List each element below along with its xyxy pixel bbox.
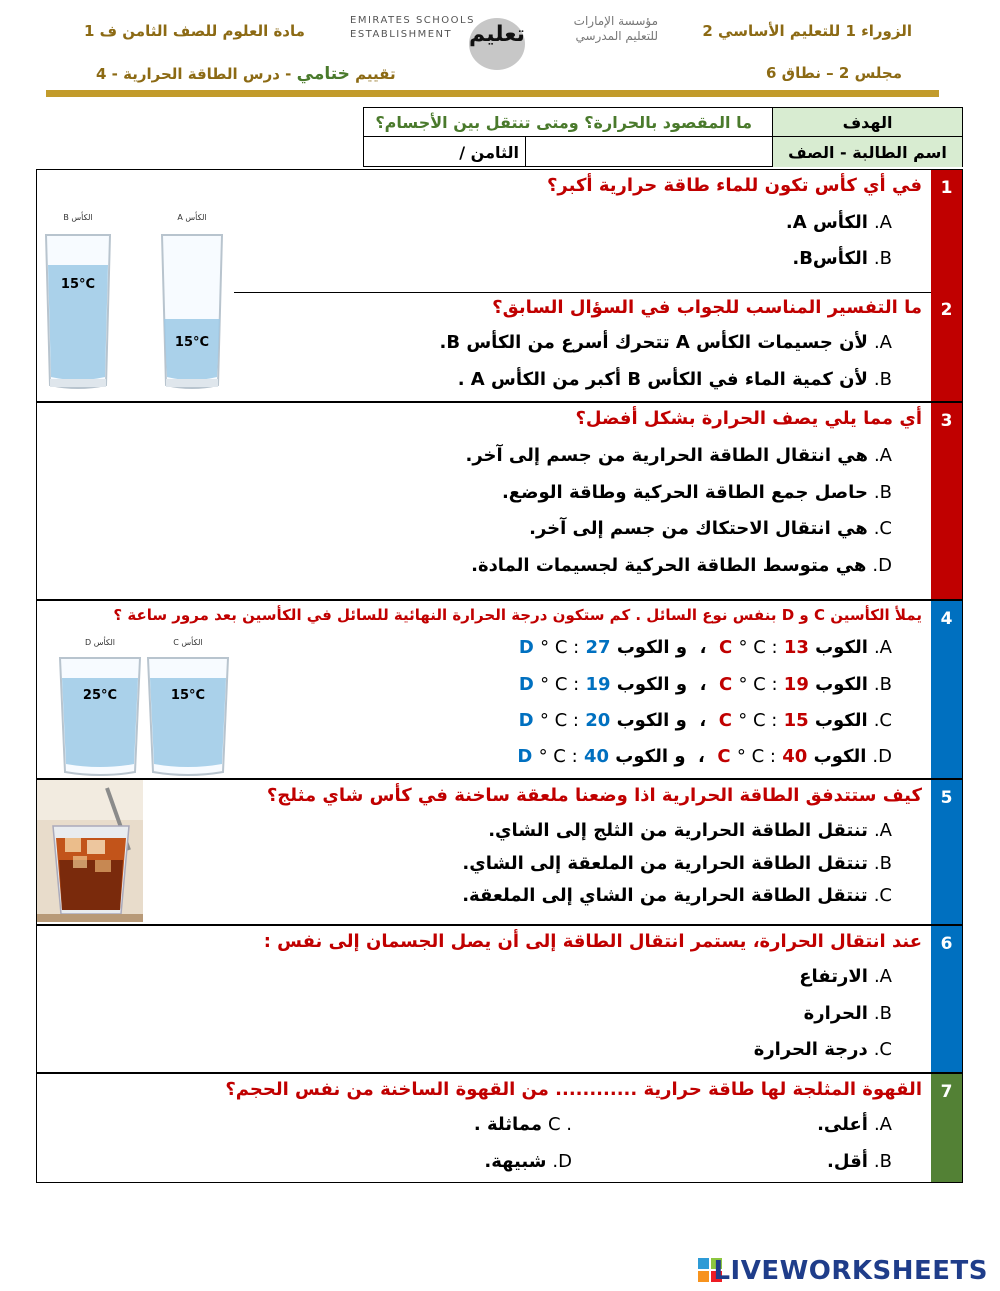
option-b[interactable]: .Bالحرارة	[803, 1003, 892, 1024]
question-5	[36, 779, 963, 925]
full-glass-icon	[146, 652, 230, 778]
question-text: عند انتقال الحرارة، يستمر انتقال الطاقة إلى أن يصل الجسمان إلى نفس :	[263, 931, 922, 952]
glass-temp: 25°C	[82, 688, 118, 703]
question-text: ما التفسير المناسب للجواب في السؤال السابق؟	[492, 297, 922, 318]
option-c[interactable]: .Cدرجة الحرارة	[753, 1039, 892, 1060]
question-text: كيف ستتدفق الطاقة الحرارية اذا وضعنا ملعقة ساخنة في كأس شاي مثلج؟	[266, 785, 922, 806]
glass-temp: 15°C	[60, 277, 96, 292]
question-3	[36, 402, 963, 600]
student-row	[364, 137, 962, 167]
option-b[interactable]: .Bالكوب C ° C : 19 ، و الكوب D ° C : 19	[518, 674, 892, 695]
header-divider	[46, 90, 939, 97]
question-text: يملأ الكأسين C و D بنفس نوع السائل . كم ستكون درجة الحرارة النهائية للسائل في الكأسين بعد مرور ساعة ؟	[113, 606, 922, 624]
option-b[interactable]: .BالكأسB.	[792, 248, 892, 269]
goal-text: ما المقصود بالحرارة؟ ومتى تنتقل بين الأجسام؟	[375, 112, 752, 132]
option-d[interactable]: .Dشبيهة.	[484, 1151, 572, 1172]
question-6	[36, 925, 963, 1073]
question-number: 4	[931, 601, 962, 778]
option-a[interactable]: .Aلأن جسيمات الكأس A تتحرك أسرع من الكأس B.	[439, 332, 892, 353]
glass-label: الكأس A	[177, 213, 207, 222]
glass-label: الكأس D	[85, 638, 115, 647]
option-a[interactable]: .Aالكأس A.	[785, 212, 892, 233]
glass-d	[58, 638, 142, 778]
council-zone: مجلس 2 – نطاق 6	[766, 64, 902, 82]
option-b[interactable]: .Bتنتقل الطاقة الحرارية من الملعقة إلى الشاي.	[462, 853, 892, 874]
school-name: الزوراء 1 للتعليم الأساسي 2	[702, 22, 912, 40]
option-b[interactable]: .Bلأن كمية الماء في الكأس B أكبر من الكأس A .	[457, 369, 892, 390]
full-glass-icon	[44, 227, 112, 391]
option-a[interactable]: .Aأعلى.	[817, 1114, 892, 1135]
glass-label: الكأس B	[63, 213, 93, 222]
question-number: 2	[931, 292, 962, 401]
question-number: 6	[931, 926, 962, 1072]
option-b[interactable]: .Bحاصل جمع الطاقة الحركية وطاقة الوضع.	[501, 482, 892, 503]
objective-table	[363, 107, 963, 167]
establishment-english: EMIRATES SCHOOLS ESTABLISHMENT	[350, 15, 475, 40]
option-a[interactable]: .Aهي انتقال الطاقة الحرارية من جسم إلى آخر.	[465, 445, 892, 466]
option-a[interactable]: .Aتنتقل الطاقة الحرارية من الثلج إلى الشاي.	[488, 820, 892, 841]
glass-label: الكأس C	[173, 638, 203, 647]
option-c[interactable]: .Cهي انتقال الاحتكاك من جسم إلى آخر.	[529, 518, 892, 539]
option-c[interactable]: .Cالكوب C ° C : 15 ، و الكوب D ° C : 20	[518, 710, 892, 731]
question-text: أي مما يلي يصف الحرارة بشكل أفضل؟	[575, 408, 922, 429]
question-number: 7	[931, 1074, 962, 1182]
question-7	[36, 1073, 963, 1183]
glass-temp: 15°C	[170, 688, 206, 703]
goal-label: الهدف	[772, 108, 962, 136]
option-d[interactable]: .Dهي متوسط الطاقة الحركية لجسيمات المادة.	[471, 555, 892, 576]
goal-row	[364, 108, 962, 137]
option-b[interactable]: .Bأقل.	[827, 1151, 892, 1172]
question-text: في أي كأس تكون للماء طاقة حرارية أكبر؟	[546, 175, 922, 196]
option-c[interactable]: .Cتنتقل الطاقة الحرارية من الشاي إلى الملعقة.	[462, 885, 892, 906]
option-c[interactable]: C .مماثلة .	[473, 1114, 572, 1135]
assessment-title: تقييم ختامي - درس الطاقة الحرارية - 4	[96, 64, 396, 84]
option-d[interactable]: .Dالكوب C ° C : 40 ، و الكوب D ° C : 40	[517, 746, 892, 767]
option-a[interactable]: .Aالارتفاع	[799, 966, 892, 987]
question-number: 5	[931, 780, 962, 924]
student-label: اسم الطالبة - الصف	[772, 137, 962, 167]
grade-value: الثامن /	[459, 142, 519, 162]
glass-c	[146, 638, 230, 778]
glass-temp: 15°C	[174, 335, 210, 350]
iced-tea-image	[37, 780, 143, 922]
question-text: القهوة المثلجة لها طاقة حرارية ............ من القهوة الساخنة من نفس الحجم؟	[225, 1079, 922, 1100]
full-glass-icon	[58, 652, 142, 778]
question-number: 1	[931, 170, 962, 292]
student-name-field[interactable]	[525, 137, 772, 167]
liveworksheets-brand[interactable]: LIVEWORKSHEETS	[713, 1256, 988, 1286]
glass-a	[160, 213, 224, 391]
glass-b	[44, 213, 112, 391]
question-number: 3	[931, 403, 962, 599]
subject-title: مادة العلوم للصف الثامن ف 1	[84, 22, 305, 40]
half-glass-icon	[160, 227, 224, 391]
establishment-arabic: مؤسسة الإمارات للتعليم المدرسي	[573, 14, 658, 43]
iced-tea-glass-icon	[37, 780, 143, 922]
logo-word: تعليم	[469, 22, 525, 47]
option-a[interactable]: .Aالكوب C ° C : 13 ، و الكوب D ° C : 27	[518, 637, 892, 658]
